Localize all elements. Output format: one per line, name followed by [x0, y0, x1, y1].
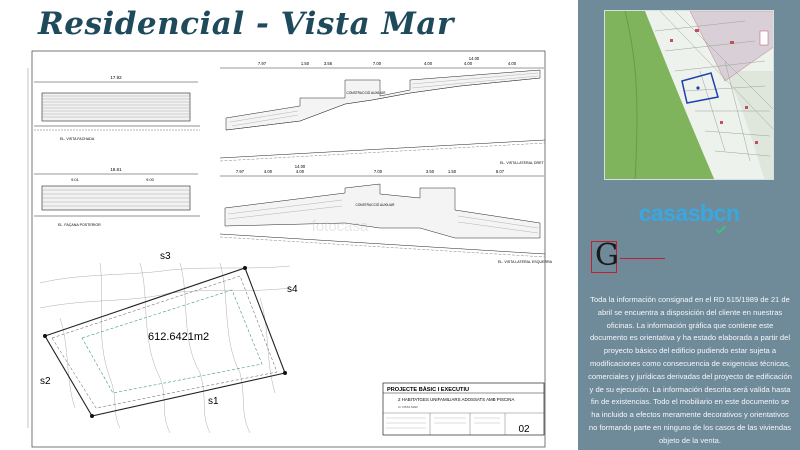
architectural-plan — [0, 48, 578, 450]
dimension-label: 7.97 — [257, 61, 267, 66]
map-drawing — [605, 11, 774, 180]
dimension-label: 14.00 — [468, 56, 480, 61]
dimension-label: 7.00 — [372, 61, 382, 66]
facade-body — [42, 93, 190, 121]
title-block-subtitle: 2 HABITATGES UNIFAMILIARS ADOSSATS AMB PISCINA — [398, 397, 515, 402]
developer-logo — [588, 238, 668, 278]
dimension-label: 18.61 — [110, 167, 122, 172]
area-label: 612.6421m2 — [148, 331, 210, 343]
location-map — [604, 10, 774, 180]
section-label: s1 — [208, 396, 219, 407]
sidebar — [578, 0, 800, 450]
dimension-label: 9.00 — [146, 177, 154, 182]
page-title: Residencial - Vista Mar — [38, 6, 454, 42]
dimension-label: 9.01 — [71, 177, 79, 182]
elevation-caption: EL. VISTA LATERAL ESQUERRA — [498, 260, 553, 264]
annex-label: CONSTRUCCIÓ AUXILIAR — [346, 91, 386, 95]
watermark: fotocasa — [311, 218, 369, 235]
elevation-caption: EL. VISTA FACHADA — [60, 137, 95, 141]
dimension-label: 1.50 — [447, 169, 457, 174]
legal-disclaimer: Toda la información consignad en el RD 515/1989 de 21 de abril se encuentra a disposición del cliente en nuestras oficinas. La información gráfica que contiene este documento es orientativa y ha estado elaborada a partir del proyecto básico del edificio pudiendo estar sujeta a modificaciones como consecuencia de exigencias técnicas, comerciales y jurídicas derivadas del proyecto de edificación y de su ejecución. La información descrita será valida hasta fin de existencias. Todo el mobiliario en este documento se ha incluido a efectos meramente decorativos y orientativos no formando parte en ninguno de los casos de las viviendas objeto de la venta. — [588, 295, 792, 445]
logo-line — [620, 258, 665, 259]
elevation-row-1 — [34, 56, 545, 165]
dimension-label: 3.56 — [323, 61, 333, 66]
elevation-row-2 — [34, 164, 553, 264]
section-label: s2 — [40, 376, 51, 387]
dimension-label: 14.00 — [294, 164, 306, 169]
dimension-label: 3.50 — [425, 169, 435, 174]
dimension-label: 4.00 — [295, 169, 305, 174]
dimension-label: 7.00 — [373, 169, 383, 174]
section-label: s4 — [287, 284, 298, 295]
sheet-number: 02 — [518, 424, 530, 435]
elevation-caption: EL. FAÇANA POSTERIOR — [58, 223, 101, 227]
annex-label: CONSTRUCCIÓ AUXILIAR — [355, 203, 395, 207]
g-letter-icon: G — [595, 238, 619, 273]
plan-drawing — [0, 48, 578, 450]
title-block-heading: PROJECTE BÀSIC I EXECUTIU — [387, 387, 470, 393]
site-plan — [40, 251, 298, 433]
dimension-label: 4.00 — [507, 61, 517, 66]
dimension-label: 4.00 — [263, 169, 273, 174]
dimension-label: 4.00 — [423, 61, 433, 66]
dimension-label: 1.50 — [300, 61, 310, 66]
section-label: s3 — [160, 251, 171, 262]
title-block-address: C/ VISTA MAR — [398, 405, 418, 409]
dimension-label: 4.00 — [463, 61, 473, 66]
dimension-label: 8.07 — [495, 169, 505, 174]
casasbcn-logo-text: casasbcn — [638, 200, 740, 226]
dimension-label: 17.92 — [110, 75, 122, 80]
title-block — [383, 383, 544, 435]
dimension-label: 7.97 — [235, 169, 245, 174]
casasbcn-logo — [586, 200, 792, 227]
elevation-caption: EL. VISTA LATERAL DRET — [500, 161, 544, 165]
